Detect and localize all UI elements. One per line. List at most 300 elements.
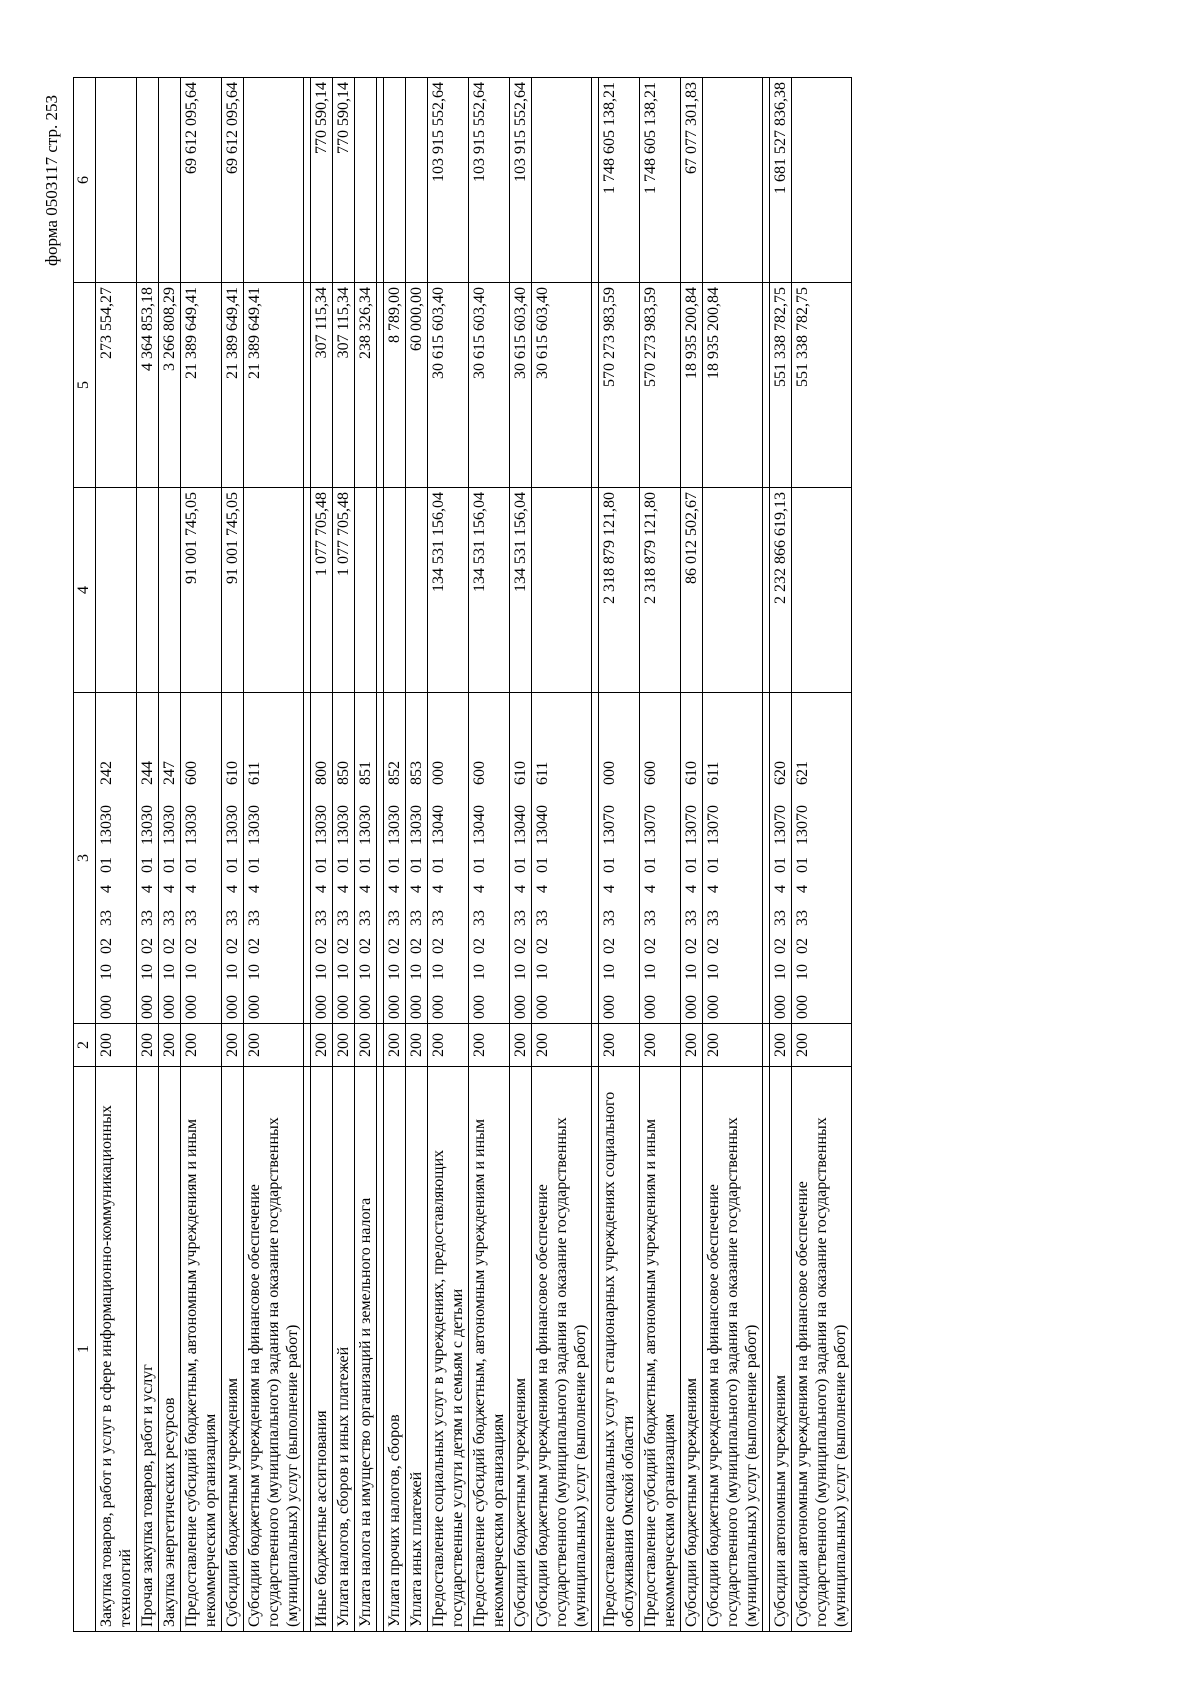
row-kbk bbox=[469, 693, 510, 1024]
row-name: Предоставление субсидий бюджетным, автономным учреждениям и иным некоммерческим организациям bbox=[181, 1067, 222, 1632]
kbk-part: 4 bbox=[335, 885, 352, 893]
kbk-part: 02 bbox=[430, 938, 447, 954]
row-name: Прочая закупка товаров, работ и услуг bbox=[137, 1067, 159, 1632]
spacer-cell bbox=[304, 693, 311, 1024]
row-code: 200 bbox=[510, 1024, 532, 1067]
kbk-part: 33 bbox=[224, 910, 241, 926]
kbk-part: 13070 bbox=[601, 805, 618, 845]
kbk-part: 000 bbox=[601, 761, 618, 785]
kbk-part: 02 bbox=[246, 938, 263, 954]
row-code: 200 bbox=[181, 1024, 222, 1067]
kbk-part: 13030 bbox=[386, 805, 403, 845]
kbk-part: 02 bbox=[224, 938, 241, 954]
kbk-part: 33 bbox=[98, 910, 115, 926]
kbk-part: 13040 bbox=[471, 805, 488, 845]
kbk-part: 13070 bbox=[642, 805, 659, 845]
row-code: 200 bbox=[159, 1024, 181, 1067]
kbk-part: 10 bbox=[246, 964, 263, 980]
kbk-part: 33 bbox=[408, 910, 425, 926]
kbk-part: 02 bbox=[161, 938, 178, 954]
kbk-part: 10 bbox=[772, 964, 789, 980]
header-row bbox=[74, 78, 96, 1632]
row-kbk bbox=[770, 693, 792, 1024]
kbk-part: 244 bbox=[139, 761, 156, 785]
kbk-parts bbox=[532, 693, 553, 1023]
spacer-cell bbox=[763, 488, 770, 693]
kbk-part: 01 bbox=[98, 857, 115, 873]
spacer-row bbox=[377, 78, 384, 1632]
kbk-part: 610 bbox=[683, 761, 700, 785]
kbk-part: 10 bbox=[161, 964, 178, 980]
row-kbk bbox=[333, 693, 355, 1024]
table-row bbox=[532, 78, 592, 1632]
row-kbk bbox=[406, 693, 428, 1024]
kbk-parts bbox=[681, 693, 702, 1023]
kbk-part: 02 bbox=[705, 938, 722, 954]
row-col5: 21 389 649,41 bbox=[244, 283, 304, 488]
row-col4: 91 001 745,05 bbox=[181, 488, 222, 693]
row-kbk bbox=[355, 693, 377, 1024]
kbk-parts bbox=[406, 693, 427, 1023]
kbk-parts bbox=[640, 693, 661, 1023]
kbk-part: 10 bbox=[408, 964, 425, 980]
row-code: 200 bbox=[792, 1024, 852, 1067]
row-col4 bbox=[355, 488, 377, 693]
row-kbk bbox=[244, 693, 304, 1024]
kbk-part: 000 bbox=[98, 995, 115, 1019]
kbk-part: 000 bbox=[705, 995, 722, 1019]
kbk-parts bbox=[770, 693, 791, 1023]
row-kbk bbox=[311, 693, 333, 1024]
kbk-part: 02 bbox=[601, 938, 618, 954]
kbk-part: 02 bbox=[642, 938, 659, 954]
kbk-part: 13070 bbox=[683, 805, 700, 845]
table-row bbox=[792, 78, 852, 1632]
row-col4: 91 001 745,05 bbox=[222, 488, 244, 693]
kbk-part: 000 bbox=[161, 995, 178, 1019]
kbk-part: 02 bbox=[183, 938, 200, 954]
kbk-part: 10 bbox=[601, 964, 618, 980]
spacer-cell bbox=[304, 283, 311, 488]
spacer-cell bbox=[592, 693, 599, 1024]
row-col4 bbox=[406, 488, 428, 693]
row-kbk bbox=[384, 693, 406, 1024]
row-kbk bbox=[792, 693, 852, 1024]
report-table bbox=[73, 77, 852, 1632]
row-code: 200 bbox=[640, 1024, 681, 1067]
kbk-part: 000 bbox=[313, 995, 330, 1019]
spacer-row bbox=[763, 78, 770, 1632]
spacer-cell bbox=[763, 283, 770, 488]
kbk-part: 13030 bbox=[139, 805, 156, 845]
spacer-cell bbox=[592, 283, 599, 488]
kbk-part: 02 bbox=[139, 938, 156, 954]
kbk-part: 10 bbox=[683, 964, 700, 980]
kbk-part: 4 bbox=[313, 885, 330, 893]
kbk-part: 10 bbox=[183, 964, 200, 980]
report-body bbox=[96, 78, 852, 1632]
kbk-part: 33 bbox=[512, 910, 529, 926]
kbk-part: 10 bbox=[139, 964, 156, 980]
kbk-part: 10 bbox=[794, 964, 811, 980]
kbk-part: 10 bbox=[512, 964, 529, 980]
kbk-part: 10 bbox=[534, 964, 551, 980]
kbk-part: 620 bbox=[772, 761, 789, 785]
kbk-part: 247 bbox=[161, 761, 178, 785]
row-code: 200 bbox=[333, 1024, 355, 1067]
table-row bbox=[96, 78, 137, 1632]
table-row bbox=[640, 78, 681, 1632]
row-kbk bbox=[181, 693, 222, 1024]
row-name: Предоставление субсидий бюджетным, автономным учреждениям и иным некоммерческим организациям bbox=[640, 1067, 681, 1632]
row-col5: 30 615 603,40 bbox=[510, 283, 532, 488]
header-col-5: 5 bbox=[74, 283, 96, 488]
kbk-part: 000 bbox=[534, 995, 551, 1019]
row-name: Субсидии бюджетным учреждениям на финансовое обеспечение государственного (муниципального) задания на оказание государственных (муниципальных) услуг (выполнение работ) bbox=[532, 1067, 592, 1632]
kbk-part: 10 bbox=[224, 964, 241, 980]
row-col5: 3 266 808,29 bbox=[159, 283, 181, 488]
row-col6: 103 915 552,64 bbox=[428, 78, 469, 283]
row-col4 bbox=[96, 488, 137, 693]
row-name: Предоставление социальных услуг в стационарных учреждениях социального обслуживания Омской области bbox=[599, 1067, 640, 1632]
spacer-cell bbox=[763, 1024, 770, 1067]
row-col6 bbox=[792, 78, 852, 283]
kbk-part: 33 bbox=[683, 910, 700, 926]
header-col-2: 2 bbox=[74, 1024, 96, 1067]
kbk-part: 01 bbox=[161, 857, 178, 873]
kbk-part: 610 bbox=[224, 761, 241, 785]
row-col4: 2 318 879 121,80 bbox=[599, 488, 640, 693]
kbk-part: 851 bbox=[357, 761, 374, 785]
row-code: 200 bbox=[599, 1024, 640, 1067]
row-kbk bbox=[428, 693, 469, 1024]
row-col4 bbox=[703, 488, 763, 693]
row-col5: 273 554,27 bbox=[96, 283, 137, 488]
row-col5: 238 326,34 bbox=[355, 283, 377, 488]
row-kbk bbox=[532, 693, 592, 1024]
kbk-parts bbox=[428, 693, 449, 1023]
kbk-part: 13030 bbox=[335, 805, 352, 845]
kbk-part: 33 bbox=[471, 910, 488, 926]
row-name: Субсидии бюджетным учреждениям bbox=[510, 1067, 532, 1632]
row-col5: 551 338 782,75 bbox=[792, 283, 852, 488]
kbk-part: 4 bbox=[224, 885, 241, 893]
row-name: Иные бюджетные ассигнования bbox=[311, 1067, 333, 1632]
row-col4: 134 531 156,04 bbox=[428, 488, 469, 693]
row-name: Субсидии бюджетным учреждениям на финансовое обеспечение государственного (муниципального) задания на оказание государственных (муниципальных) услуг (выполнение работ) bbox=[703, 1067, 763, 1632]
row-name: Субсидии бюджетным учреждениям bbox=[222, 1067, 244, 1632]
row-col4: 134 531 156,04 bbox=[469, 488, 510, 693]
row-col5: 21 389 649,41 bbox=[222, 283, 244, 488]
table-row bbox=[333, 78, 355, 1632]
table-row bbox=[355, 78, 377, 1632]
table-row bbox=[222, 78, 244, 1632]
kbk-parts bbox=[599, 693, 620, 1023]
row-col5: 307 115,34 bbox=[333, 283, 355, 488]
kbk-part: 000 bbox=[471, 995, 488, 1019]
table-row bbox=[770, 78, 792, 1632]
row-col6: 103 915 552,64 bbox=[510, 78, 532, 283]
row-col5: 8 789,00 bbox=[384, 283, 406, 488]
kbk-part: 000 bbox=[224, 995, 241, 1019]
row-col4: 1 077 705,48 bbox=[311, 488, 333, 693]
row-code: 200 bbox=[770, 1024, 792, 1067]
kbk-part: 13030 bbox=[161, 805, 178, 845]
row-name: Предоставление субсидий бюджетным, автономным учреждениям и иным некоммерческим организациям bbox=[469, 1067, 510, 1632]
kbk-parts bbox=[355, 693, 376, 1023]
kbk-part: 33 bbox=[601, 910, 618, 926]
row-name: Уплата иных платежей bbox=[406, 1067, 428, 1632]
kbk-parts bbox=[469, 693, 490, 1023]
row-col4: 86 012 502,67 bbox=[681, 488, 703, 693]
kbk-parts bbox=[244, 693, 265, 1023]
kbk-part: 01 bbox=[139, 857, 156, 873]
row-col6 bbox=[406, 78, 428, 283]
kbk-part: 4 bbox=[794, 885, 811, 893]
kbk-part: 13040 bbox=[512, 805, 529, 845]
row-kbk bbox=[222, 693, 244, 1024]
table-row bbox=[311, 78, 333, 1632]
row-name: Уплата прочих налогов, сборов bbox=[384, 1067, 406, 1632]
kbk-part: 242 bbox=[98, 761, 115, 785]
kbk-part: 000 bbox=[601, 995, 618, 1019]
row-col5: 570 273 983,59 bbox=[640, 283, 681, 488]
row-col6 bbox=[96, 78, 137, 283]
kbk-parts bbox=[181, 693, 202, 1023]
kbk-part: 000 bbox=[408, 995, 425, 1019]
kbk-part: 01 bbox=[183, 857, 200, 873]
kbk-part: 02 bbox=[357, 938, 374, 954]
kbk-part: 611 bbox=[705, 761, 722, 785]
row-col4 bbox=[792, 488, 852, 693]
row-name: Субсидии бюджетным учреждениям на финансовое обеспечение государственного (муниципального) задания на оказание государственных (муниципальных) услуг (выполнение работ) bbox=[244, 1067, 304, 1632]
kbk-part: 01 bbox=[386, 857, 403, 873]
kbk-part: 000 bbox=[183, 995, 200, 1019]
kbk-parts bbox=[159, 693, 180, 1023]
row-col4: 1 077 705,48 bbox=[333, 488, 355, 693]
kbk-part: 02 bbox=[772, 938, 789, 954]
row-code: 200 bbox=[311, 1024, 333, 1067]
row-col5: 60 000,00 bbox=[406, 283, 428, 488]
kbk-part: 000 bbox=[683, 995, 700, 1019]
header-col-1: 1 bbox=[74, 1067, 96, 1632]
row-kbk bbox=[510, 693, 532, 1024]
kbk-part: 4 bbox=[772, 885, 789, 893]
kbk-part: 02 bbox=[471, 938, 488, 954]
row-col6: 1 681 527 836,38 bbox=[770, 78, 792, 283]
row-kbk bbox=[681, 693, 703, 1024]
kbk-part: 02 bbox=[386, 938, 403, 954]
kbk-part: 13030 bbox=[313, 805, 330, 845]
row-name: Закупка энергетических ресурсов bbox=[159, 1067, 181, 1632]
row-code: 200 bbox=[428, 1024, 469, 1067]
table-row bbox=[406, 78, 428, 1632]
row-kbk bbox=[640, 693, 681, 1024]
row-name: Уплата налога на имущество организаций и земельного налога bbox=[355, 1067, 377, 1632]
kbk-part: 000 bbox=[642, 995, 659, 1019]
kbk-part: 611 bbox=[534, 761, 551, 785]
kbk-part: 10 bbox=[98, 964, 115, 980]
spacer-cell bbox=[377, 488, 384, 693]
spacer-cell bbox=[763, 78, 770, 283]
kbk-part: 10 bbox=[313, 964, 330, 980]
kbk-part: 01 bbox=[794, 857, 811, 873]
spacer-cell bbox=[377, 1067, 384, 1632]
kbk-part: 000 bbox=[357, 995, 374, 1019]
row-col6: 1 748 605 138,21 bbox=[599, 78, 640, 283]
row-name: Предоставление социальных услуг в учреждениях, предоставляющих государственные услуги детям и семьям с детьми bbox=[428, 1067, 469, 1632]
table-row bbox=[137, 78, 159, 1632]
spacer-cell bbox=[304, 78, 311, 283]
row-col4 bbox=[532, 488, 592, 693]
kbk-part: 33 bbox=[705, 910, 722, 926]
table-row bbox=[681, 78, 703, 1632]
kbk-part: 01 bbox=[357, 857, 374, 873]
kbk-part: 01 bbox=[683, 857, 700, 873]
kbk-part: 13070 bbox=[705, 805, 722, 845]
kbk-part: 4 bbox=[386, 885, 403, 893]
kbk-part: 4 bbox=[246, 885, 263, 893]
kbk-part: 600 bbox=[642, 761, 659, 785]
row-col5: 307 115,34 bbox=[311, 283, 333, 488]
row-code: 200 bbox=[355, 1024, 377, 1067]
kbk-part: 000 bbox=[430, 761, 447, 785]
kbk-part: 33 bbox=[642, 910, 659, 926]
kbk-part: 000 bbox=[139, 995, 156, 1019]
kbk-part: 33 bbox=[794, 910, 811, 926]
row-code: 200 bbox=[681, 1024, 703, 1067]
row-col6: 103 915 552,64 bbox=[469, 78, 510, 283]
table-row bbox=[469, 78, 510, 1632]
row-col4 bbox=[137, 488, 159, 693]
kbk-part: 4 bbox=[430, 885, 447, 893]
kbk-part: 000 bbox=[246, 995, 263, 1019]
kbk-part: 600 bbox=[183, 761, 200, 785]
row-col5: 30 615 603,40 bbox=[532, 283, 592, 488]
kbk-parts bbox=[222, 693, 243, 1023]
kbk-part: 02 bbox=[335, 938, 352, 954]
kbk-part: 13030 bbox=[246, 805, 263, 845]
kbk-part: 02 bbox=[313, 938, 330, 954]
kbk-part: 853 bbox=[408, 761, 425, 785]
kbk-part: 000 bbox=[335, 995, 352, 1019]
spacer-cell bbox=[592, 1024, 599, 1067]
row-col4: 2 318 879 121,80 bbox=[640, 488, 681, 693]
row-col6: 770 590,14 bbox=[333, 78, 355, 283]
row-name: Уплата налогов, сборов и иных платежей bbox=[333, 1067, 355, 1632]
spacer-cell bbox=[304, 1067, 311, 1632]
row-col5: 570 273 983,59 bbox=[599, 283, 640, 488]
kbk-part: 13030 bbox=[408, 805, 425, 845]
kbk-part: 33 bbox=[139, 910, 156, 926]
kbk-part: 02 bbox=[534, 938, 551, 954]
kbk-part: 01 bbox=[313, 857, 330, 873]
kbk-part: 000 bbox=[512, 995, 529, 1019]
kbk-part: 13040 bbox=[430, 805, 447, 845]
kbk-part: 01 bbox=[642, 857, 659, 873]
kbk-part: 01 bbox=[430, 857, 447, 873]
row-col6 bbox=[159, 78, 181, 283]
row-code: 200 bbox=[96, 1024, 137, 1067]
row-col4 bbox=[159, 488, 181, 693]
kbk-part: 33 bbox=[772, 910, 789, 926]
kbk-part: 4 bbox=[98, 885, 115, 893]
kbk-part: 01 bbox=[512, 857, 529, 873]
row-col4 bbox=[244, 488, 304, 693]
kbk-part: 02 bbox=[683, 938, 700, 954]
kbk-part: 4 bbox=[183, 885, 200, 893]
kbk-part: 10 bbox=[386, 964, 403, 980]
row-code: 200 bbox=[244, 1024, 304, 1067]
row-code: 200 bbox=[703, 1024, 763, 1067]
kbk-part: 13030 bbox=[98, 805, 115, 845]
kbk-part: 610 bbox=[512, 761, 529, 785]
kbk-parts bbox=[703, 693, 724, 1023]
kbk-parts bbox=[792, 693, 813, 1023]
row-col5: 551 338 782,75 bbox=[770, 283, 792, 488]
spacer-row bbox=[592, 78, 599, 1632]
kbk-parts bbox=[96, 693, 117, 1023]
kbk-part: 13030 bbox=[183, 805, 200, 845]
kbk-part: 4 bbox=[642, 885, 659, 893]
kbk-part: 000 bbox=[772, 995, 789, 1019]
kbk-part: 01 bbox=[408, 857, 425, 873]
row-col6: 1 748 605 138,21 bbox=[640, 78, 681, 283]
row-name: Субсидии автономным учреждениям bbox=[770, 1067, 792, 1632]
kbk-part: 01 bbox=[705, 857, 722, 873]
spacer-cell bbox=[592, 1067, 599, 1632]
kbk-part: 600 bbox=[471, 761, 488, 785]
kbk-part: 4 bbox=[512, 885, 529, 893]
kbk-part: 852 bbox=[386, 761, 403, 785]
spacer-cell bbox=[377, 78, 384, 283]
kbk-part: 01 bbox=[471, 857, 488, 873]
row-col5: 21 389 649,41 bbox=[181, 283, 222, 488]
kbk-part: 10 bbox=[705, 964, 722, 980]
kbk-part: 800 bbox=[313, 761, 330, 785]
row-kbk bbox=[159, 693, 181, 1024]
row-name: Субсидии бюджетным учреждениям bbox=[681, 1067, 703, 1632]
kbk-part: 10 bbox=[430, 964, 447, 980]
row-code: 200 bbox=[406, 1024, 428, 1067]
row-col6 bbox=[355, 78, 377, 283]
header-col-4: 4 bbox=[74, 488, 96, 693]
kbk-part: 02 bbox=[512, 938, 529, 954]
row-code: 200 bbox=[137, 1024, 159, 1067]
kbk-part: 850 bbox=[335, 761, 352, 785]
table-row bbox=[599, 78, 640, 1632]
kbk-part: 621 bbox=[794, 761, 811, 785]
spacer-cell bbox=[304, 488, 311, 693]
kbk-parts bbox=[384, 693, 405, 1023]
kbk-part: 33 bbox=[161, 910, 178, 926]
kbk-part: 01 bbox=[601, 857, 618, 873]
kbk-part: 33 bbox=[335, 910, 352, 926]
kbk-part: 33 bbox=[386, 910, 403, 926]
kbk-part: 01 bbox=[224, 857, 241, 873]
kbk-part: 4 bbox=[139, 885, 156, 893]
row-col4: 134 531 156,04 bbox=[510, 488, 532, 693]
row-col5: 30 615 603,40 bbox=[469, 283, 510, 488]
row-col6: 67 077 301,83 bbox=[681, 78, 703, 283]
kbk-part: 4 bbox=[161, 885, 178, 893]
table-row bbox=[384, 78, 406, 1632]
kbk-part: 4 bbox=[534, 885, 551, 893]
row-col4: 2 232 866 619,13 bbox=[770, 488, 792, 693]
table-row bbox=[510, 78, 532, 1632]
row-kbk bbox=[137, 693, 159, 1024]
kbk-part: 33 bbox=[246, 910, 263, 926]
